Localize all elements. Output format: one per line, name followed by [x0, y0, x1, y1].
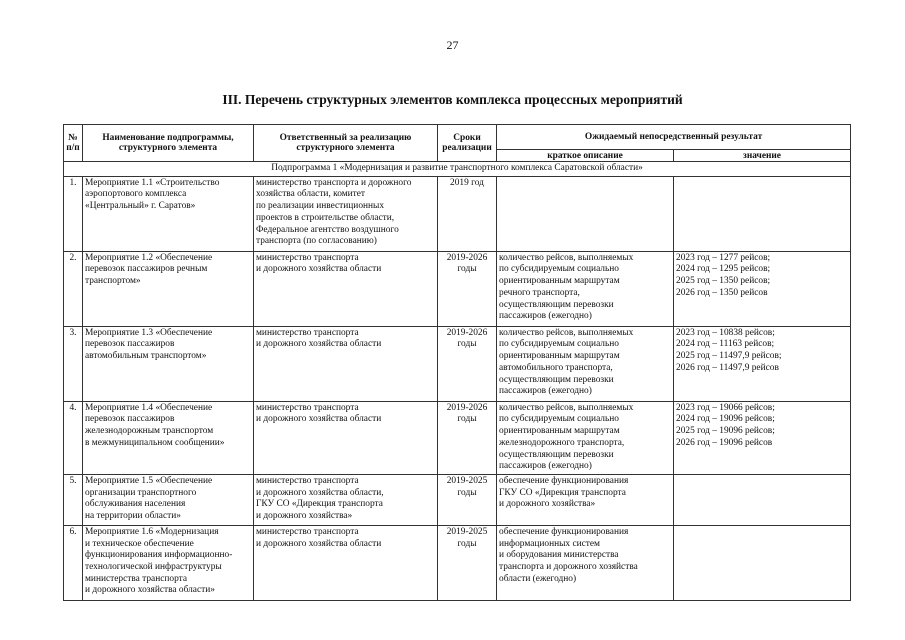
row-desc: обеспечение функционирования ГКУ СО «Дирекция транспорта и дорожного хозяйства» [497, 474, 674, 525]
subprogram-row [64, 162, 851, 177]
page-number: 27 [446, 38, 459, 52]
table-row [64, 326, 851, 401]
row-num: 5. [64, 474, 83, 525]
table-row [64, 251, 851, 326]
header-num: № п/п [64, 125, 83, 162]
row-desc: обеспечение функционирования информационных систем и оборудования министерства транспорта и дорожного хозяйства области (ежегодно) [497, 525, 674, 600]
row-responsible: министерство транспорта и дорожного хозяйства области [254, 326, 438, 401]
row-value [674, 176, 851, 251]
row-value [674, 474, 851, 525]
row-num: 6. [64, 525, 83, 600]
row-num: 2. [64, 251, 83, 326]
page-title: III. Перечень структурных элементов комплекса процессных мероприятий [222, 92, 683, 107]
subprogram-title: Подпрограмма 1 «Модернизация и развитие транспортного комплекса Саратовской области» [64, 162, 851, 177]
row-desc: количество рейсов, выполняемых по субсидируемым социально ориентированным маршрутам автомобильного транспорта, осуществляющим перевозки пассажиров (ежегодно) [497, 326, 674, 401]
header-term: Сроки реализации [438, 125, 497, 162]
row-num: 4. [64, 401, 83, 474]
table-row [64, 176, 851, 251]
header-responsible: Ответственный за реализацию структурного элемента [254, 125, 438, 162]
row-term: 2019-2026 годы [438, 401, 497, 474]
row-name: Мероприятие 1.3 «Обеспечение перевозок пассажиров автомобильным транспортом» [83, 326, 254, 401]
row-responsible: министерство транспорта и дорожного хозяйства области, ГКУ СО «Дирекция транспорта и дорожного хозяйства» [254, 474, 438, 525]
header-result: Ожидаемый непосредственный результат [497, 125, 851, 150]
structural-elements-table [63, 124, 851, 601]
header-value: значение [674, 150, 851, 162]
row-name: Мероприятие 1.1 «Строительство аэропортового комплекса «Центральный» г. Саратов» [83, 176, 254, 251]
header-name: Наименование подпрограммы, структурного элемента [83, 125, 254, 162]
row-term: 2019-2026 годы [438, 326, 497, 401]
row-desc [497, 176, 674, 251]
row-responsible: министерство транспорта и дорожного хозяйства области [254, 401, 438, 474]
row-name: Мероприятие 1.4 «Обеспечение перевозок пассажиров железнодорожным транспортом в межмуниципальном сообщении» [83, 401, 254, 474]
row-responsible: министерство транспорта и дорожного хозяйства области, комитет по реализации инвестиционных проектов в строительстве области, Федеральное агентство воздушного транспорта (по согласованию) [254, 176, 438, 251]
row-name: Мероприятие 1.2 «Обеспечение перевозок пассажиров речным транспортом» [83, 251, 254, 326]
table-row [64, 474, 851, 525]
row-num: 1. [64, 176, 83, 251]
header-desc: краткое описание [497, 150, 674, 162]
row-responsible: министерство транспорта и дорожного хозяйства области [254, 251, 438, 326]
row-desc: количество рейсов, выполняемых по субсидируемым социально ориентированным маршрутам железнодорожного транспорта, осуществляющим перевозки пассажиров (ежегодно) [497, 401, 674, 474]
row-desc: количество рейсов, выполняемых по субсидируемым социально ориентированным маршрутам речного транспорта, осуществляющим перевозки пассажиров (ежегодно) [497, 251, 674, 326]
table-row [64, 525, 851, 600]
row-value: 2023 год – 10838 рейсов; 2024 год – 11163 рейсов; 2025 год – 11497,9 рейсов; 2026 год – 11497,9 рейсов [674, 326, 851, 401]
row-value: 2023 год – 1277 рейсов; 2024 год – 1295 рейсов; 2025 год – 1350 рейсов; 2026 год – 1350 рейсов [674, 251, 851, 326]
row-name: Мероприятие 1.5 «Обеспечение организации транспортного обслуживания населения на территории области» [83, 474, 254, 525]
row-num: 3. [64, 326, 83, 401]
table-row [64, 401, 851, 474]
row-responsible: министерство транспорта и дорожного хозяйства области [254, 525, 438, 600]
row-name: Мероприятие 1.6 «Модернизация и техническое обеспечение функционирования информационно- технологической инфраструктуры министерства транспорта и дорожного хозяйства области» [83, 525, 254, 600]
row-term: 2019-2026 годы [438, 251, 497, 326]
row-term: 2019-2025 годы [438, 474, 497, 525]
row-value [674, 525, 851, 600]
row-value: 2023 год – 19066 рейсов; 2024 год – 19096 рейсов; 2025 год – 19096 рейсов; 2026 год – 19096 рейсов [674, 401, 851, 474]
row-term: 2019-2025 годы [438, 525, 497, 600]
row-term: 2019 год [438, 176, 497, 251]
